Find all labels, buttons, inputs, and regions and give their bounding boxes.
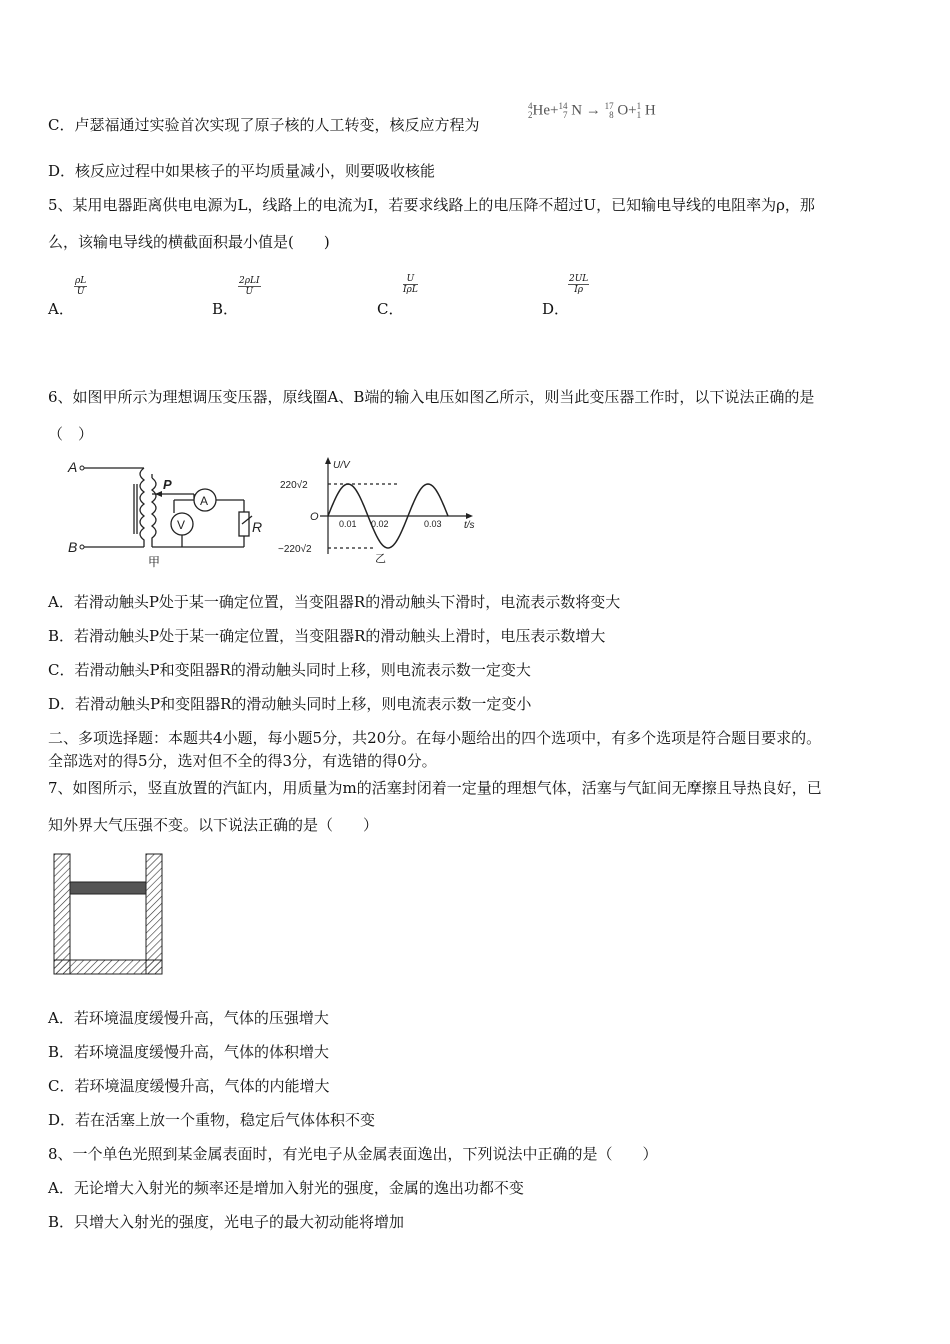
q6-option-b: B．若滑动触头P处于某一确定位置，当变阻器R的滑动触头上滑时，电压表示数增大 [48,627,606,645]
piston [70,882,146,894]
q7-stem-line2: 知外界大气压强不变。以下说法正确的是（ ） [48,816,379,834]
q8-option-a: A．无论增大入射光的频率还是增加入射光的强度，金属的逸出功都不变 [48,1179,524,1197]
y-min-label: −220√2 [278,544,312,555]
q5-option-c-fraction: U IρL [403,274,418,295]
nuclear-equation: 4 2He+14 7 N → 17 8 O+1 1 H [528,101,656,120]
q5-stem-line2: 么，该输电导线的横截面积最小值是( ) [48,233,330,251]
q5-option-b-label: B． [212,300,239,318]
q5-stem-line1: 5、某用电器距离供电电源为L，线路上的电流为I，若要求线路上的电压降不超过U，已知输电导线的电阻率为ρ，那 [48,196,815,214]
x-tick-1: 0.01 [339,519,357,529]
section2-heading-line1: 二、多项选择题：本题共4小题，每小题5分，共20分。在每小题给出的四个选项中，有多个选项是符合题目要求的。 [48,729,822,747]
q4-option-c: C．卢瑟福通过实验首次实现了原子核的人工转变，核反应方程为 [48,116,480,134]
q7-option-d: D．若在活塞上放一个重物，稳定后气体体积不变 [48,1111,376,1129]
q7-option-b: B．若环境温度缓慢升高，气体的体积增大 [48,1043,330,1061]
figure-yi-label: 乙 [375,553,386,564]
slider-p-label: P [163,477,172,492]
section2-heading-line2: 全部选对的得5分，选对但不全的得3分，有选错的得0分。 [48,752,437,770]
q6-option-a: A．若滑动触头P处于某一确定位置，当变阻器R的滑动触头下滑时，电流表示数将变大 [48,593,621,611]
q5-option-a-fraction: $\frac{\rho L}{U}$ [75,276,87,297]
ammeter-label: A [200,494,209,508]
x-axis-label: t/s [464,520,475,531]
q8-option-b: B．只增大入射光的强度，光电子的最大初动能将增加 [48,1213,405,1231]
origin-label: O [310,511,319,523]
voltmeter-label: V [177,518,186,532]
x-tick-3: 0.03 [424,519,442,529]
q5-option-c-label: C． [377,300,404,318]
q6-stem-line1: 6、如图甲所示为理想调压变压器，原线圈A、B端的输入电压如图乙所示，则当此变压器工作时，以下说法正确的是 [48,388,815,406]
q6-stem-line2: （ ） [48,425,94,443]
y-axis-label: U/V [333,460,350,471]
x-tick-2: 0.02 [371,519,389,529]
q7-stem-line1: 7、如图所示，竖直放置的汽缸内，用质量为m的活塞封闭着一定量的理想气体，活塞与气缸间无摩擦且导热良好，已 [48,779,822,797]
q5-option-a-label: A． [48,300,74,318]
q4-option-d: D．核反应过程中如果核子的平均质量减小，则要吸收核能 [48,162,436,180]
voltage-sine-graph [278,454,483,564]
q8-stem: 8、一个单色光照到某金属表面时，有光电子从金属表面逸出，下列说法中正确的是（ ） [48,1145,658,1163]
q5-option-d-label: D． [542,300,570,318]
y-max-label: 220√2 [280,480,308,491]
transformer-circuit-figure [64,454,274,569]
cylinder-piston-figure [50,852,170,978]
resistor-r-label: R [252,519,263,535]
terminal-a: A [68,459,78,475]
q7-option-c: C．若环境温度缓慢升高，气体的内能增大 [48,1077,330,1095]
terminal-b: B [68,539,78,555]
q6-option-d: D．若滑动触头P和变阻器R的滑动触头同时上移，则电流表示数一定变小 [48,695,532,713]
figure-jia-label: 甲 [148,555,161,569]
q6-option-c: C．若滑动触头P和变阻器R的滑动触头同时上移，则电流表示数一定变大 [48,661,531,679]
q5-option-b-fraction: 2ρLI U [239,276,260,297]
q7-option-a: A．若环境温度缓慢升高，气体的压强增大 [48,1009,329,1027]
q5-option-d-fraction: $\frac{2UL}{I\rho}$ [569,274,589,295]
